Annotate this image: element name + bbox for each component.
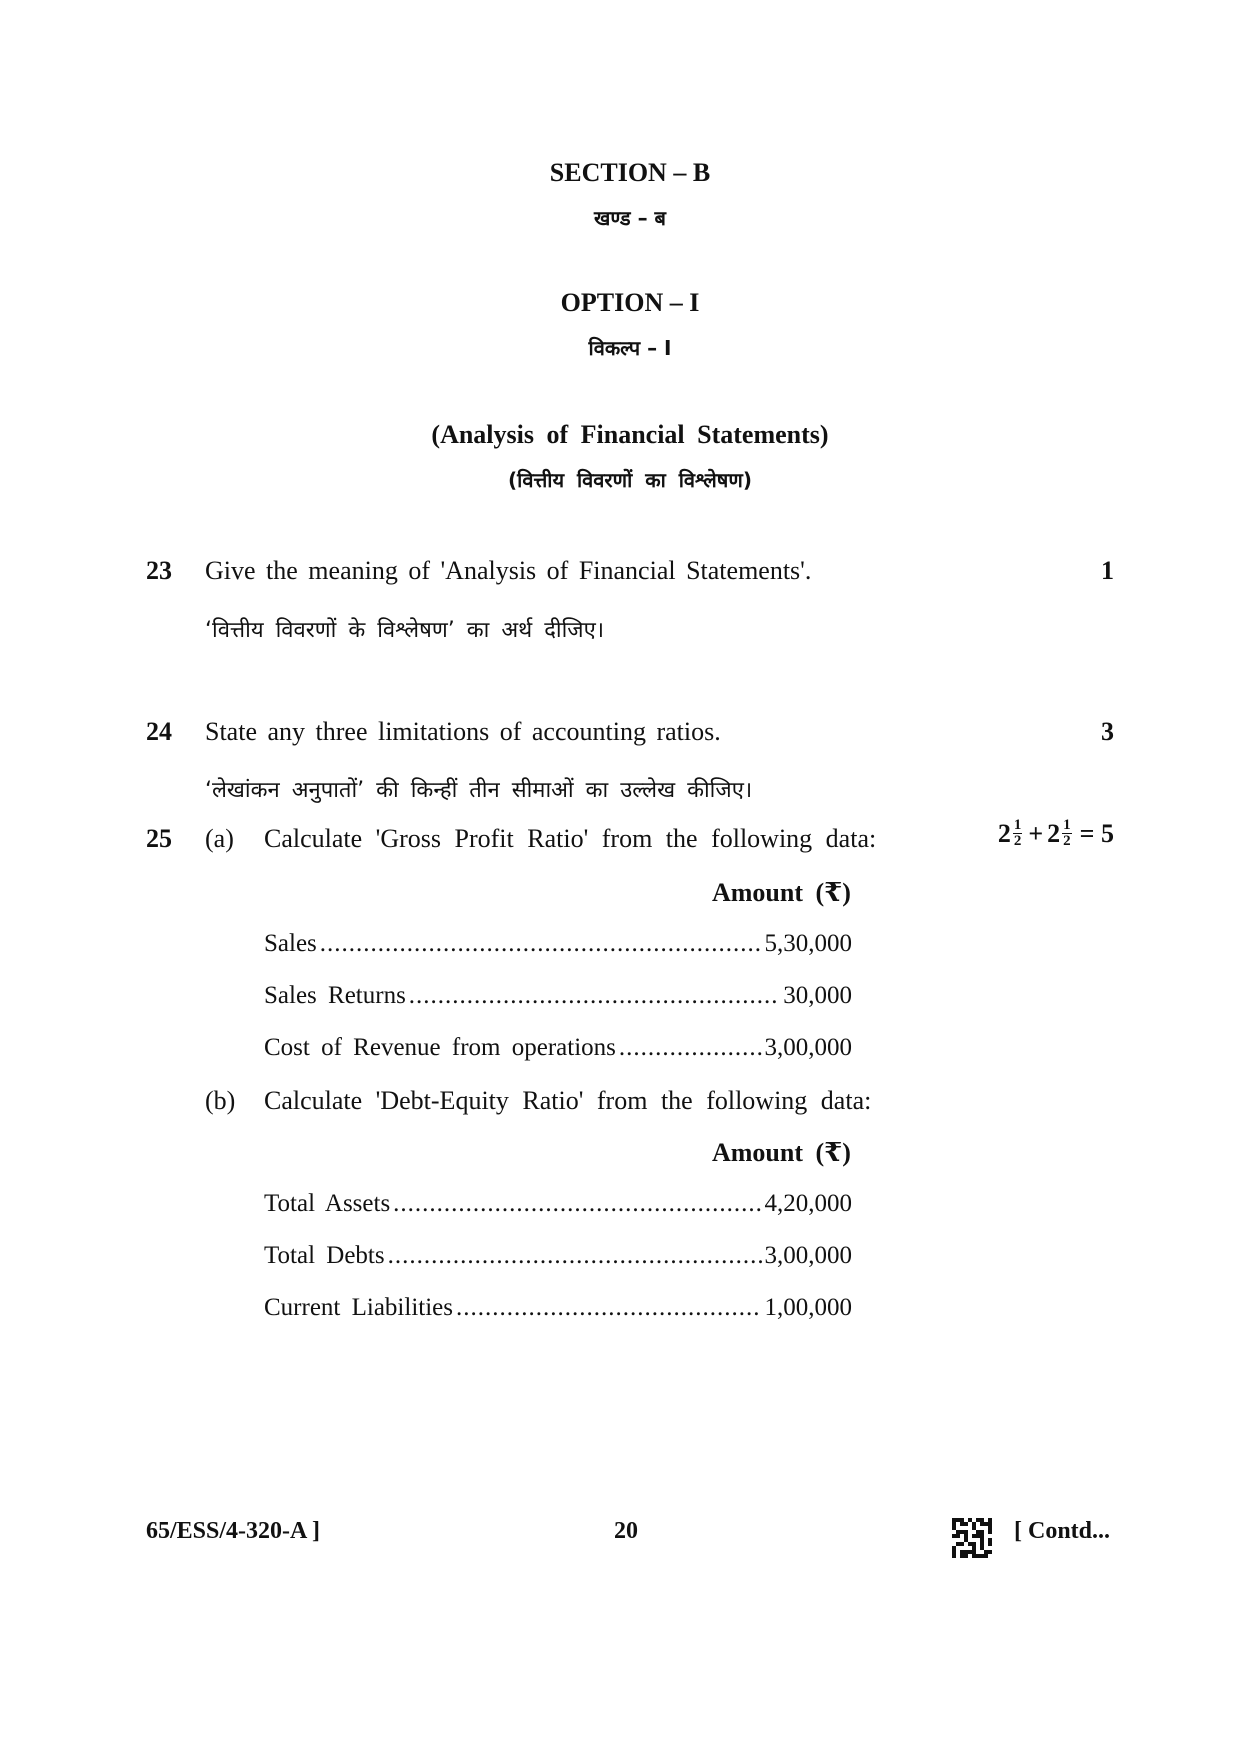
question-number: 23	[146, 556, 172, 585]
row-label: Total Assets	[264, 1190, 391, 1217]
marks-whole: 2	[997, 818, 1011, 848]
marks-plus: +	[1028, 818, 1044, 848]
row-value: 1,00,000	[764, 1294, 852, 1321]
leader-dots	[388, 1242, 762, 1270]
leader-dots	[393, 1190, 761, 1218]
data-row	[264, 1190, 852, 1218]
option-heading-hindi: विकल्प – I	[588, 336, 672, 360]
subject-heading: (Analysis of Financial Statements)	[431, 420, 829, 449]
row-value: 30,000	[783, 982, 852, 1009]
question-number: 24	[146, 717, 172, 746]
row-value: 4,20,000	[764, 1190, 852, 1217]
qr-code-icon	[952, 1518, 992, 1558]
question-text: State any three limitations of accounting ratios.	[205, 717, 721, 746]
question-text: Give the meaning of 'Analysis of Financial Statements'.	[205, 556, 812, 585]
row-label: Total Debts	[264, 1242, 385, 1269]
marks-fraction: $\frac{1}{2}$	[1063, 817, 1071, 849]
question-marks	[998, 818, 1114, 849]
leader-dots	[409, 982, 780, 1010]
data-row	[264, 930, 852, 958]
leader-dots	[619, 1034, 762, 1062]
data-row	[264, 1242, 852, 1270]
row-value: 5,30,000	[764, 930, 852, 957]
leader-dots	[456, 1294, 762, 1322]
question-marks: 1	[1101, 556, 1114, 585]
leader-dots	[320, 930, 762, 958]
marks-fraction: $\frac{1}{2}$	[1013, 817, 1022, 849]
subject-heading-hindi: (वित्तीय विवरणों का विश्लेषण)	[508, 468, 752, 492]
amount-column-header: Amount (₹)	[712, 878, 851, 907]
amount-column-header: Amount (₹)	[712, 1138, 851, 1167]
part-a-text: Calculate 'Gross Profit Ratio' from the following data:	[264, 824, 877, 853]
option-heading: OPTION – I	[560, 288, 700, 317]
question-text-hindi: ‘वित्तीय विवरणों के विश्लेषण’ का अर्थ दीजिए।	[205, 618, 605, 643]
marks-whole: 2	[1047, 818, 1061, 848]
part-b-text: Calculate 'Debt-Equity Ratio' from the following data:	[264, 1086, 872, 1115]
data-row	[264, 1294, 852, 1322]
question-number: 25	[146, 824, 172, 853]
row-label: Sales	[264, 930, 317, 957]
row-label: Cost of Revenue from operations	[264, 1034, 616, 1061]
part-label: (a)	[205, 824, 234, 853]
paper-code: 65/ESS/4-320-A ]	[146, 1518, 321, 1544]
question-text-hindi: ‘लेखांकन अनुपातों’ की किन्हीं तीन सीमाओं का उल्लेख कीजिए।	[205, 778, 753, 803]
row-value: 3,00,000	[764, 1034, 852, 1061]
section-heading: SECTION – B	[549, 158, 711, 187]
page-number: 20	[614, 1518, 638, 1544]
question-marks: 3	[1101, 717, 1114, 746]
section-heading-hindi: खण्ड – ब	[594, 206, 666, 230]
part-label: (b)	[205, 1086, 236, 1115]
data-row	[264, 1034, 852, 1062]
row-label: Sales Returns	[264, 982, 406, 1009]
marks-total: = 5	[1079, 818, 1114, 848]
data-row	[264, 982, 852, 1010]
row-value: 3,00,000	[764, 1242, 852, 1269]
continued-label: [ Contd...	[1014, 1518, 1111, 1544]
row-label: Current Liabilities	[264, 1294, 453, 1321]
